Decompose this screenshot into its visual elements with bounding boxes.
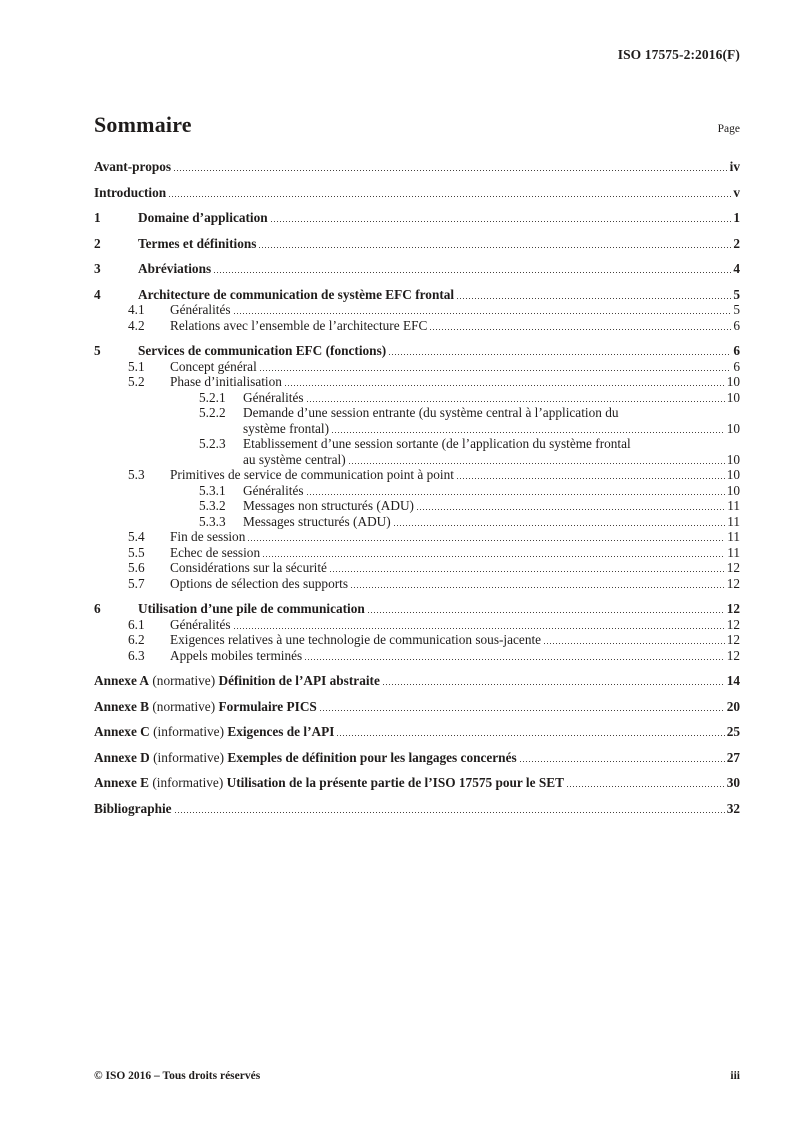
toc-entry[interactable] <box>94 261 740 277</box>
toc-entry[interactable] <box>94 318 740 334</box>
annex-prefix: Annexe B <box>94 698 150 714</box>
toc-entry-title: Services de communication EFC (fonctions) <box>138 343 387 358</box>
toc-entry-number: 6.2 <box>128 632 145 647</box>
toc-entry[interactable] <box>94 390 740 406</box>
toc-entry-title <box>94 750 517 766</box>
toc-entry[interactable] <box>94 545 740 561</box>
toc-entry[interactable] <box>94 801 740 817</box>
toc-list <box>94 159 740 816</box>
dotted-leader <box>305 659 724 660</box>
toc-entry-page: 12 <box>726 632 740 647</box>
dotted-leader <box>307 494 725 495</box>
toc-entry-page: 5 <box>733 286 740 302</box>
dotted-leader <box>520 761 725 762</box>
toc-entry-page: 14 <box>726 673 740 688</box>
toc-entry-title: Exigences relatives à une technologie de communication sous-jacente <box>170 632 542 647</box>
annex-title: Exigences de l’API <box>227 724 335 739</box>
toc-entry-number: 6.1 <box>128 616 145 632</box>
toc-entry-number: 5.2.2 <box>199 405 226 420</box>
annex-title: Définition de l’API abstraite <box>218 673 380 688</box>
toc-entry-title <box>94 724 334 740</box>
toc-entry-number: 5.3.2 <box>199 498 226 513</box>
toc-entry-title: Primitives de service de communication point à point <box>170 467 454 482</box>
dotted-leader <box>368 612 725 613</box>
document-reference: ISO 17575-2:2016(F) <box>617 47 740 62</box>
toc-entry-page: 10 <box>726 467 740 482</box>
toc-entry[interactable] <box>94 405 740 421</box>
toc-entry-number: 3 <box>94 261 101 276</box>
toc-entry-page: 6 <box>733 358 740 374</box>
toc-entry-page: 25 <box>726 724 740 739</box>
toc-entry-title: Appels mobiles terminés <box>170 647 303 663</box>
toc-entry[interactable] <box>94 648 740 664</box>
toc-entry[interactable] <box>94 359 740 375</box>
toc-entry[interactable] <box>94 617 740 633</box>
toc-entry[interactable] <box>94 560 740 576</box>
toc-entry[interactable] <box>94 498 740 514</box>
toc-entry-title <box>94 699 317 715</box>
toc-entry-number: 4 <box>94 286 101 302</box>
toc-entry[interactable] <box>94 343 740 359</box>
toc-entry-page: 11 <box>727 498 740 513</box>
toc-entry-title: Concept général <box>170 358 257 374</box>
toc-entry-title: Généralités <box>243 482 304 498</box>
dotted-leader <box>214 272 731 273</box>
annex-title: Utilisation de la présente partie de l’ISO 17575 pour le SET <box>226 775 564 790</box>
toc-entry-page: 12 <box>726 560 740 575</box>
toc-header <box>94 112 740 138</box>
toc-entry-title: Généralités <box>243 389 304 405</box>
dotted-leader <box>234 628 725 629</box>
toc-entry-number: 5.3.3 <box>199 513 226 529</box>
toc-entry-title: Généralités <box>170 302 231 317</box>
toc-entry[interactable] <box>94 673 740 689</box>
dotted-leader <box>394 525 725 526</box>
toc-entry-page: 11 <box>727 529 740 544</box>
toc-entry-page: 10 <box>726 374 740 389</box>
toc-entry-page: 6 <box>733 343 740 358</box>
toc-entry-title: Utilisation d’une pile de communication <box>138 601 365 616</box>
toc-entry[interactable] <box>94 529 740 545</box>
annex-prefix: Annexe D <box>94 749 150 765</box>
dotted-leader <box>285 385 725 386</box>
toc-entry[interactable] <box>94 699 740 715</box>
toc-entry[interactable] <box>94 159 740 175</box>
toc-entry-number: 5 <box>94 343 101 358</box>
toc-entry[interactable] <box>94 185 740 201</box>
toc-entry-number: 5.2.1 <box>199 389 226 405</box>
dotted-leader <box>234 313 732 314</box>
toc-entry-title: Options de sélection des supports <box>170 575 349 591</box>
toc-entry-title: Echec de session <box>170 544 261 560</box>
toc-entry-title <box>94 673 380 689</box>
toc-entry-title: Relations avec l’ensemble de l’architecture EFC <box>170 317 428 333</box>
toc-entry[interactable] <box>94 775 740 791</box>
dotted-leader <box>260 370 732 371</box>
page-column-label: Page <box>717 123 740 135</box>
toc-entry-page: 32 <box>726 800 740 816</box>
toc-entry-number: 2 <box>94 235 101 251</box>
toc-entry-number: 4.1 <box>128 302 145 317</box>
dotted-leader <box>351 587 725 588</box>
toc-entry-number: 5.1 <box>128 358 145 374</box>
toc-entry-title: Demande d’une session entrante (du système central à l’application du <box>243 405 619 420</box>
toc-entry-page: 12 <box>726 616 740 632</box>
page-title: Sommaire <box>94 112 192 137</box>
annex-prefix: Annexe A <box>94 673 150 688</box>
toc-entry-number: 1 <box>94 210 101 225</box>
toc-entry[interactable] <box>94 302 740 318</box>
dotted-leader <box>248 540 725 541</box>
annex-kind: (normative) <box>149 698 219 714</box>
toc-entry-page: 30 <box>726 775 740 790</box>
toc-entry-title: Phase d’initialisation <box>170 374 282 389</box>
toc-entry-title: Domaine d’application <box>138 210 268 225</box>
annex-title: Exemples de définition pour les langages concernés <box>227 749 517 765</box>
toc-entry-title: Messages non structurés (ADU) <box>243 498 414 513</box>
toc-entry[interactable] <box>94 287 740 303</box>
toc-entry-number: 5.7 <box>128 575 145 591</box>
annex-title: Formulaire PICS <box>218 698 317 714</box>
dotted-leader <box>263 556 725 557</box>
dotted-leader <box>174 170 728 171</box>
copyright-notice: © ISO 2016 – Tous droits réservés <box>94 1070 261 1082</box>
dotted-leader <box>271 221 732 222</box>
dotted-leader <box>330 571 725 572</box>
toc-entry-page: 10 <box>726 420 740 436</box>
toc-entry-title-continuation: au système central) <box>243 451 346 467</box>
toc-entry-title: Bibliographie <box>94 800 172 816</box>
toc-entry-number: 4.2 <box>128 317 145 333</box>
toc-entry-page: 12 <box>726 647 740 663</box>
toc-entry-number: 6 <box>94 601 101 616</box>
dotted-leader <box>169 196 731 197</box>
toc-entry-page: 2 <box>733 235 740 251</box>
toc-entry-number: 5.3.1 <box>199 482 226 498</box>
toc-entry-title <box>94 775 564 791</box>
toc-entry-title: Avant-propos <box>94 159 172 174</box>
toc-entry-page: 12 <box>726 601 740 616</box>
toc-entry[interactable] <box>94 483 740 499</box>
toc-entry-number: 5.2.3 <box>199 436 226 451</box>
toc-entry-page: 12 <box>726 575 740 591</box>
toc-entry-page: 10 <box>726 451 740 467</box>
toc-entry-title: Abréviations <box>138 261 212 276</box>
dotted-leader <box>337 735 724 736</box>
toc-entry[interactable] <box>94 632 740 648</box>
toc-entry[interactable] <box>94 421 740 437</box>
toc-entry-number: 5.6 <box>128 560 145 575</box>
dotted-leader <box>349 463 725 464</box>
toc-entry-number: 5.2 <box>128 374 145 389</box>
annex-kind: (normative) <box>149 673 219 688</box>
dotted-leader <box>320 710 725 711</box>
toc-entry[interactable] <box>94 514 740 530</box>
toc-entry-title-continuation: système frontal) <box>243 420 330 436</box>
page-footer <box>94 1070 740 1082</box>
toc-entry-page: iv <box>729 159 740 174</box>
toc-entry-page: 11 <box>727 513 740 529</box>
toc-entry-number: 5.5 <box>128 544 145 560</box>
toc-entry-page: 5 <box>733 302 740 317</box>
toc-entry[interactable] <box>94 452 740 468</box>
annex-kind: (informative) <box>149 724 228 739</box>
toc-entry[interactable] <box>94 601 740 617</box>
annex-kind: (informative) <box>149 749 228 765</box>
toc-entry-title: Fin de session <box>170 529 246 544</box>
toc-entry-page: 27 <box>726 749 740 765</box>
toc-entry-title: Messages structurés (ADU) <box>243 513 391 529</box>
dotted-leader <box>175 812 725 813</box>
toc-entry-title: Introduction <box>94 184 167 200</box>
toc-entry[interactable] <box>94 467 740 483</box>
toc-entry-title: Architecture de communication de système EFC frontal <box>138 286 455 302</box>
toc-entry-title: Etablissement d’une session sortante (de l’application du système frontal <box>243 436 631 451</box>
toc-entry-page: 20 <box>726 698 740 714</box>
toc-entry-page: 1 <box>733 210 740 225</box>
dotted-leader <box>567 786 725 787</box>
toc-entry-page: 10 <box>726 389 740 405</box>
toc-entry[interactable] <box>94 236 740 252</box>
annex-prefix: Annexe C <box>94 724 150 739</box>
toc-entry-title: Termes et définitions <box>138 235 257 251</box>
toc-entry-number: 5.3 <box>128 467 145 482</box>
toc-entry[interactable] <box>94 374 740 390</box>
dotted-leader <box>332 432 725 433</box>
toc-entry-title: Considérations sur la sécurité <box>170 560 327 575</box>
toc-entry-page: 4 <box>733 261 740 276</box>
dotted-leader <box>457 478 725 479</box>
dotted-leader <box>544 643 725 644</box>
toc-entry[interactable] <box>94 210 740 226</box>
toc-entry-page: 10 <box>726 482 740 498</box>
toc-entry-page: 6 <box>733 317 740 333</box>
dotted-leader <box>389 354 731 355</box>
folio-page-number: iii <box>730 1070 740 1082</box>
toc-entry-page: v <box>733 184 740 200</box>
toc-entry[interactable] <box>94 436 740 452</box>
dotted-leader <box>457 298 731 299</box>
dotted-leader <box>383 684 725 685</box>
toc-entry-number: 6.3 <box>128 647 145 663</box>
dotted-leader <box>259 247 731 248</box>
toc-entry-number: 5.4 <box>128 529 145 544</box>
toc-entry-page: 11 <box>727 544 740 560</box>
toc-entry[interactable] <box>94 750 740 766</box>
toc-entry[interactable] <box>94 724 740 740</box>
dotted-leader <box>417 509 725 510</box>
annex-kind: (informative) <box>149 775 227 790</box>
dotted-leader <box>307 401 725 402</box>
toc-entry-title: Généralités <box>170 616 231 632</box>
toc-entry[interactable] <box>94 576 740 592</box>
dotted-leader <box>430 329 731 330</box>
annex-prefix: Annexe E <box>94 775 150 790</box>
